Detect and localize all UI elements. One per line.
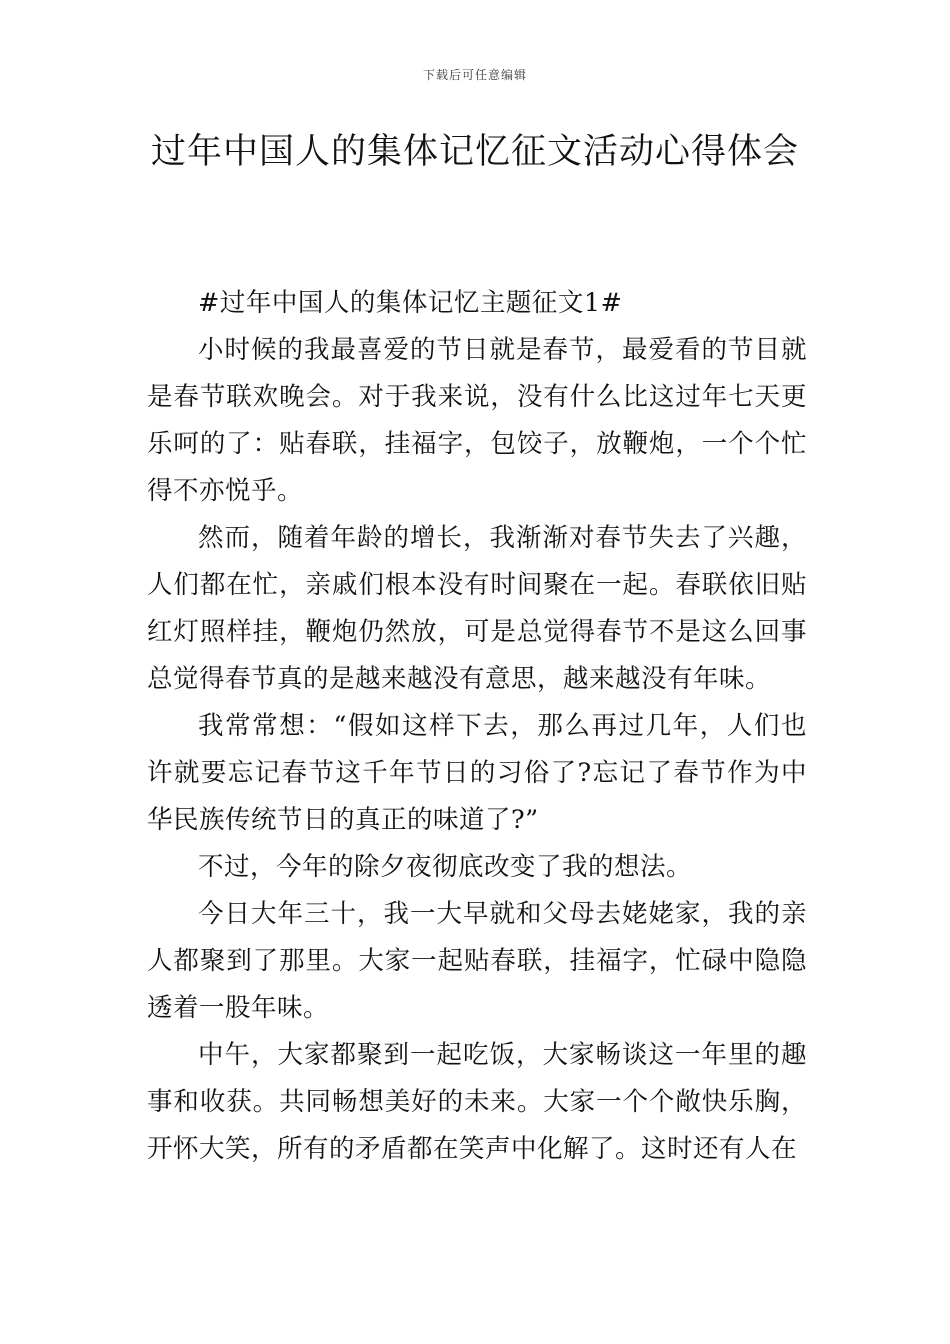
document-title: 过年中国人的集体记忆征文活动心得体会 bbox=[150, 132, 799, 172]
paragraph: 中午，大家都聚到一起吃饭，大家畅谈这一年里的趣事和收获。共同畅想美好的未来。大家一个个敞快乐胸，开怀大笑，所有的矛盾都在笑声中化解了。这时还有人在 bbox=[147, 1040, 807, 1164]
download-note: 下载后可任意编辑 bbox=[422, 68, 527, 82]
paragraph: 小时候的我最喜爱的节日就是春节，最爱看的节目就是春节联欢晚会。对于我来说，没有什么比这过年七天更乐呵的了：贴春联，挂福字，包饺子，放鞭炮，一个个忙得不亦悦乎。 bbox=[147, 335, 807, 506]
paragraph: 今日大年三十，我一大早就和父母去姥姥家，我的亲人都聚到了那里。大家一起贴春联，挂福字，忙碌中隐隐透着一股年味。 bbox=[147, 899, 807, 1023]
paragraph: 然而，随着年龄的增长，我渐渐对春节失去了兴趣，人们都在忙，亲戚们根本没有时间聚在一起。春联依旧贴红灯照样挂，鞭炮仍然放，可是总觉得春节不是这么回事总觉得春节真的是越来越没有意思，越来越没有年味。 bbox=[147, 523, 807, 694]
document-body bbox=[147, 280, 807, 1173]
paragraph: 我常常想：“假如这样下去，那么再过几年，人们也许就要忘记春节这千年节日的习俗了?忘记了春节作为中华民族传统节日的真正的味道了?” bbox=[147, 711, 807, 835]
paragraph: 不过，今年的除夕夜彻底改变了我的想法。 bbox=[198, 852, 693, 882]
paragraph-subtitle: #过年中国人的集体记忆主题征文1# bbox=[198, 288, 623, 318]
